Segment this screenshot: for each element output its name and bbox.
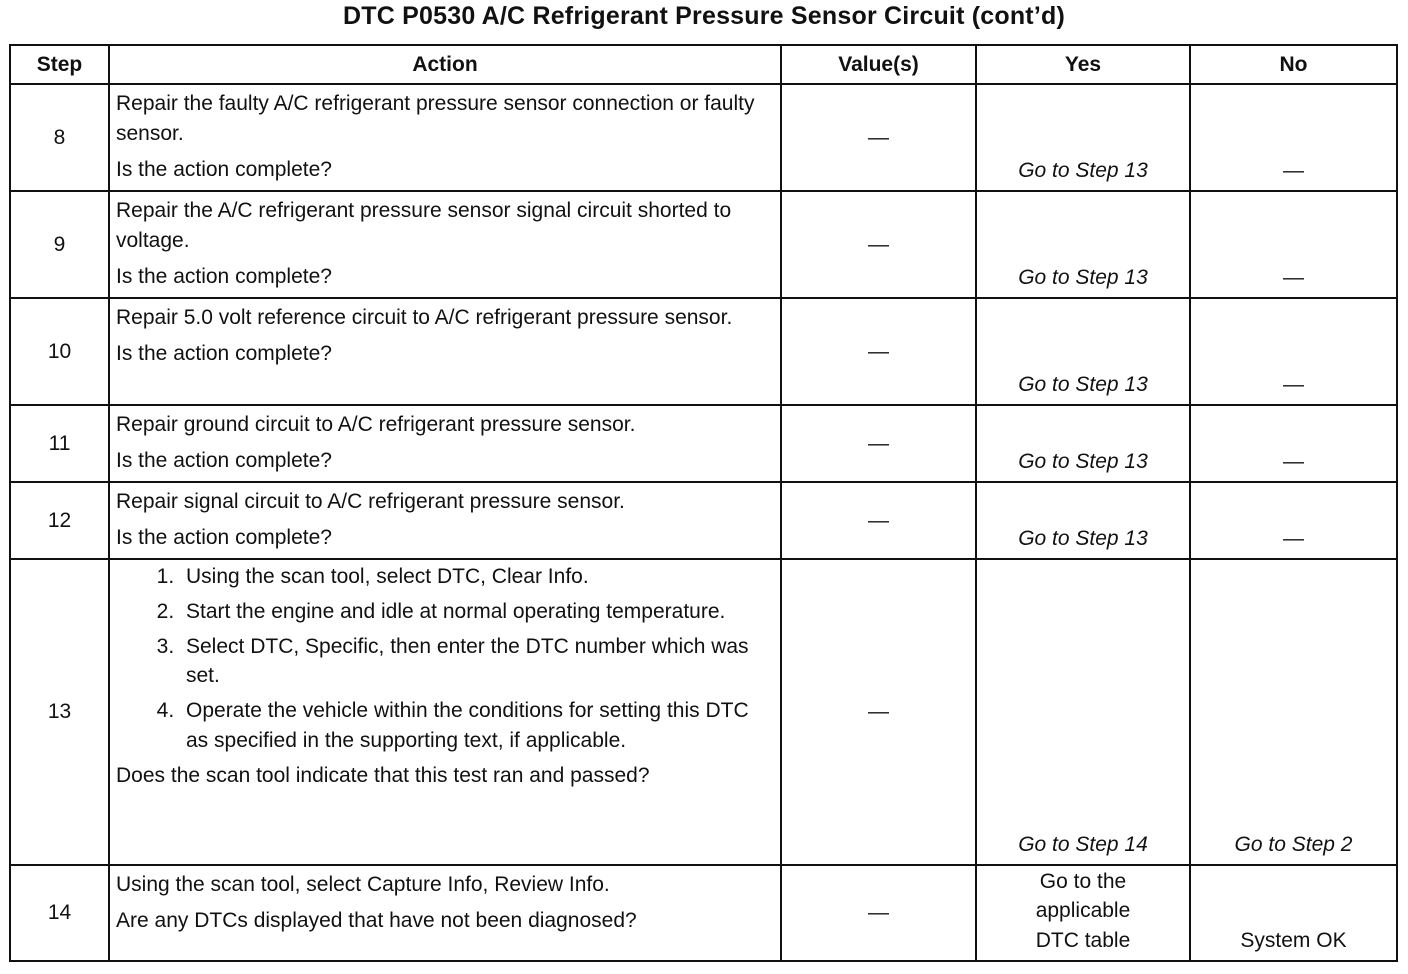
action-description: Using the scan tool, select Capture Info, Review Info.	[116, 873, 610, 896]
yes-cell: Go to Step 13	[976, 405, 1190, 482]
step-number: 10	[10, 298, 109, 405]
value-cell: —	[781, 191, 976, 298]
action-description: Repair ground circuit to A/C refrigerant pressure sensor.	[116, 413, 636, 436]
action-question: Is the action complete?	[116, 448, 332, 472]
value-cell: —	[781, 865, 976, 961]
value-cell: —	[781, 84, 976, 191]
header-yes: Yes	[976, 45, 1190, 84]
step-number: 11	[10, 405, 109, 482]
action-cell	[109, 405, 781, 482]
procedure-list	[116, 562, 774, 756]
action-description: Repair the A/C refrigerant pressure sensor signal circuit shorted to voltage.	[116, 199, 732, 252]
step-number: 14	[10, 865, 109, 961]
header-values: Value(s)	[781, 45, 976, 84]
no-cell: —	[1190, 298, 1397, 405]
header-step: Step	[10, 45, 109, 84]
table-row	[10, 405, 1397, 482]
procedure-item: 2. Start the engine and idle at normal operating temperature.	[180, 597, 774, 627]
yes-cell: Go to Step 14	[976, 559, 1190, 865]
action-cell	[109, 865, 781, 961]
procedure-item: 4. Operate the vehicle within the conditions for setting this DTC as specified in the supporting text, if applicable.	[180, 696, 774, 756]
action-cell	[109, 191, 781, 298]
yes-cell: Go to Step 13	[976, 482, 1190, 559]
yes-cell: Go to Step 13	[976, 191, 1190, 298]
step-number: 9	[10, 191, 109, 298]
action-question: Is the action complete?	[116, 525, 332, 549]
no-cell: —	[1190, 84, 1397, 191]
no-cell: —	[1190, 191, 1397, 298]
action-description: Repair 5.0 volt reference circuit to A/C refrigerant pressure sensor.	[116, 306, 733, 329]
value-cell: —	[781, 298, 976, 405]
value-cell: —	[781, 405, 976, 482]
action-description: Repair signal circuit to A/C refrigerant pressure sensor.	[116, 490, 625, 513]
yes-cell: Go to Step 13	[976, 298, 1190, 405]
action-cell	[109, 298, 781, 405]
action-question: Is the action complete?	[116, 157, 332, 181]
step-number: 13	[10, 559, 109, 865]
diagnostic-table	[9, 44, 1398, 962]
value-cell: —	[781, 559, 976, 865]
action-question: Does the scan tool indicate that this test ran and passed?	[116, 763, 650, 787]
action-description: Repair the faulty A/C refrigerant pressure sensor connection or faulty sensor.	[116, 92, 755, 145]
no-cell: Go to Step 2	[1190, 559, 1397, 865]
step-number: 8	[10, 84, 109, 191]
header-no: No	[1190, 45, 1397, 84]
action-question: Is the action complete?	[116, 264, 332, 288]
header-action: Action	[109, 45, 781, 84]
action-question: Is the action complete?	[116, 341, 332, 365]
table-row	[10, 559, 1397, 865]
action-cell	[109, 482, 781, 559]
table-row	[10, 298, 1397, 405]
no-cell: System OK	[1190, 865, 1397, 961]
action-question: Are any DTCs displayed that have not been diagnosed?	[116, 908, 637, 932]
step-number: 12	[10, 482, 109, 559]
procedure-item: 3. Select DTC, Specific, then enter the DTC number which was set.	[180, 632, 774, 692]
action-cell	[109, 559, 781, 865]
yes-cell: Go to Step 13	[976, 84, 1190, 191]
value-cell: —	[781, 482, 976, 559]
table-row	[10, 482, 1397, 559]
table-row	[10, 191, 1397, 298]
page-title: DTC P0530 A/C Refrigerant Pressure Sensor Circuit (cont’d)	[343, 2, 1065, 30]
table-row	[10, 84, 1397, 191]
procedure-item: 1. Using the scan tool, select DTC, Clear Info.	[180, 562, 774, 592]
action-cell	[109, 84, 781, 191]
yes-cell: Go to the applicable DTC table	[976, 865, 1190, 961]
no-cell: —	[1190, 482, 1397, 559]
table-row	[10, 865, 1397, 961]
no-cell: —	[1190, 405, 1397, 482]
header-row	[10, 45, 1397, 84]
